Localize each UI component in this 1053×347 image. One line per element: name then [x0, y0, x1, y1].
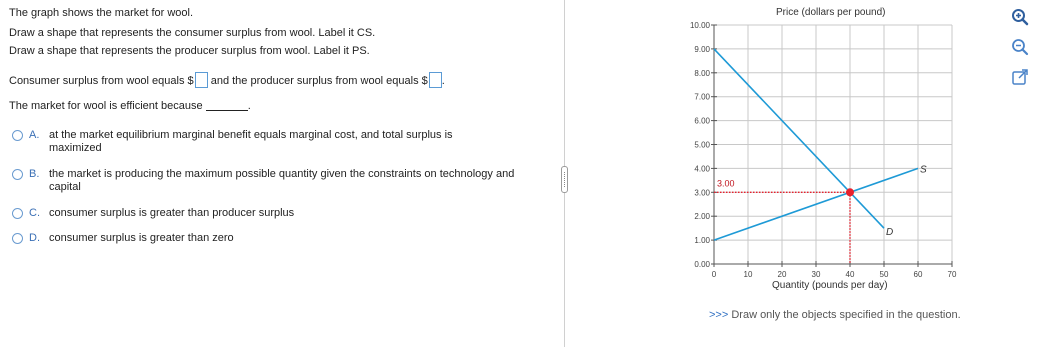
option-c-radio[interactable]	[12, 208, 23, 219]
x-tick-label: 60	[913, 270, 923, 279]
option-b-letter: B.	[29, 168, 40, 180]
equilibrium-point[interactable]	[846, 188, 854, 196]
note-text: Draw only the objects specified in the question.	[731, 309, 961, 321]
x-tick-label: 20	[777, 270, 787, 279]
x-axis-label: Quantity (pounds per day)	[772, 280, 888, 291]
zoom-in-icon[interactable]	[1010, 7, 1030, 27]
pop-out-icon[interactable]	[1010, 67, 1030, 87]
divider-drag-handle[interactable]	[561, 166, 568, 193]
x-tick-label: 0	[711, 270, 717, 279]
option-c[interactable]	[12, 207, 552, 222]
y-tick-label: 10.00	[689, 21, 710, 30]
option-b[interactable]	[12, 168, 552, 196]
y-tick-label: 6.00	[694, 116, 710, 126]
surplus-sentence	[9, 72, 445, 88]
option-b-radio[interactable]	[12, 169, 23, 180]
option-c-text: consumer surplus is greater than producer surplus	[49, 207, 295, 219]
cs-answer-input[interactable]	[195, 72, 208, 88]
option-a[interactable]	[12, 129, 552, 157]
x-tick-label: 30	[811, 270, 821, 279]
option-d-letter: D.	[29, 232, 40, 244]
y-tick-label: 2.00	[694, 212, 710, 222]
y-tick-label: 7.00	[694, 92, 710, 102]
y-tick-label: 9.00	[694, 44, 710, 54]
ps-prefix: and the producer surplus from wool equals $	[210, 75, 428, 87]
equilibrium-price-label: 3.00	[717, 178, 735, 189]
ps-answer-input[interactable]	[429, 72, 442, 88]
y-tick-label: 5.00	[694, 140, 710, 150]
y-axis-label: Price (dollars per pound)	[776, 7, 886, 18]
efficient-sentence: The market for wool is efficient because .	[9, 100, 251, 112]
x-tick-label: 70	[947, 270, 957, 279]
option-a-text: at the market equilibrium marginal benefit equals marginal cost, and total surplus is maximized	[49, 129, 453, 154]
y-tick-label: 0.00	[694, 260, 710, 269]
option-b-text: the market is producing the maximum possible quantity given the constraints on technology and capital	[49, 168, 515, 193]
demand-label: D	[886, 227, 894, 239]
y-tick-label: 1.00	[694, 236, 710, 246]
x-tick-label: 10	[743, 270, 753, 279]
efficient-prompt: The market for wool is efficient because	[9, 100, 203, 112]
y-tick-label: 3.00	[694, 188, 710, 198]
efficient-blank	[206, 110, 248, 111]
end-period: .	[441, 75, 445, 87]
curves[interactable]	[714, 49, 927, 264]
x-tick-label: 50	[879, 270, 889, 279]
footer-note	[709, 309, 961, 321]
demand-curve[interactable]	[714, 49, 884, 228]
option-a-radio[interactable]	[12, 130, 23, 141]
supply-label: S	[920, 164, 927, 176]
zoom-out-icon[interactable]	[1010, 37, 1030, 57]
intro-text: The graph shows the market for wool.	[9, 7, 194, 19]
x-tick-label: 40	[845, 270, 855, 279]
instruction-cs: Draw a shape that represents the consumer surplus from wool. Label it CS.	[9, 27, 376, 39]
option-c-letter: C.	[29, 207, 40, 219]
option-d-text: consumer surplus is greater than zero	[49, 232, 234, 244]
option-a-letter: A.	[29, 129, 40, 141]
option-d[interactable]	[12, 232, 552, 247]
note-arrows: >>>	[709, 309, 729, 321]
cs-prefix: Consumer surplus from wool equals $	[9, 75, 194, 87]
y-tick-label: 4.00	[694, 164, 710, 174]
option-d-radio[interactable]	[12, 233, 23, 244]
instruction-ps: Draw a shape that represents the producer surplus from wool. Label it PS.	[9, 45, 370, 57]
market-graph[interactable]	[660, 0, 1000, 300]
y-tick-label: 8.00	[694, 68, 710, 78]
